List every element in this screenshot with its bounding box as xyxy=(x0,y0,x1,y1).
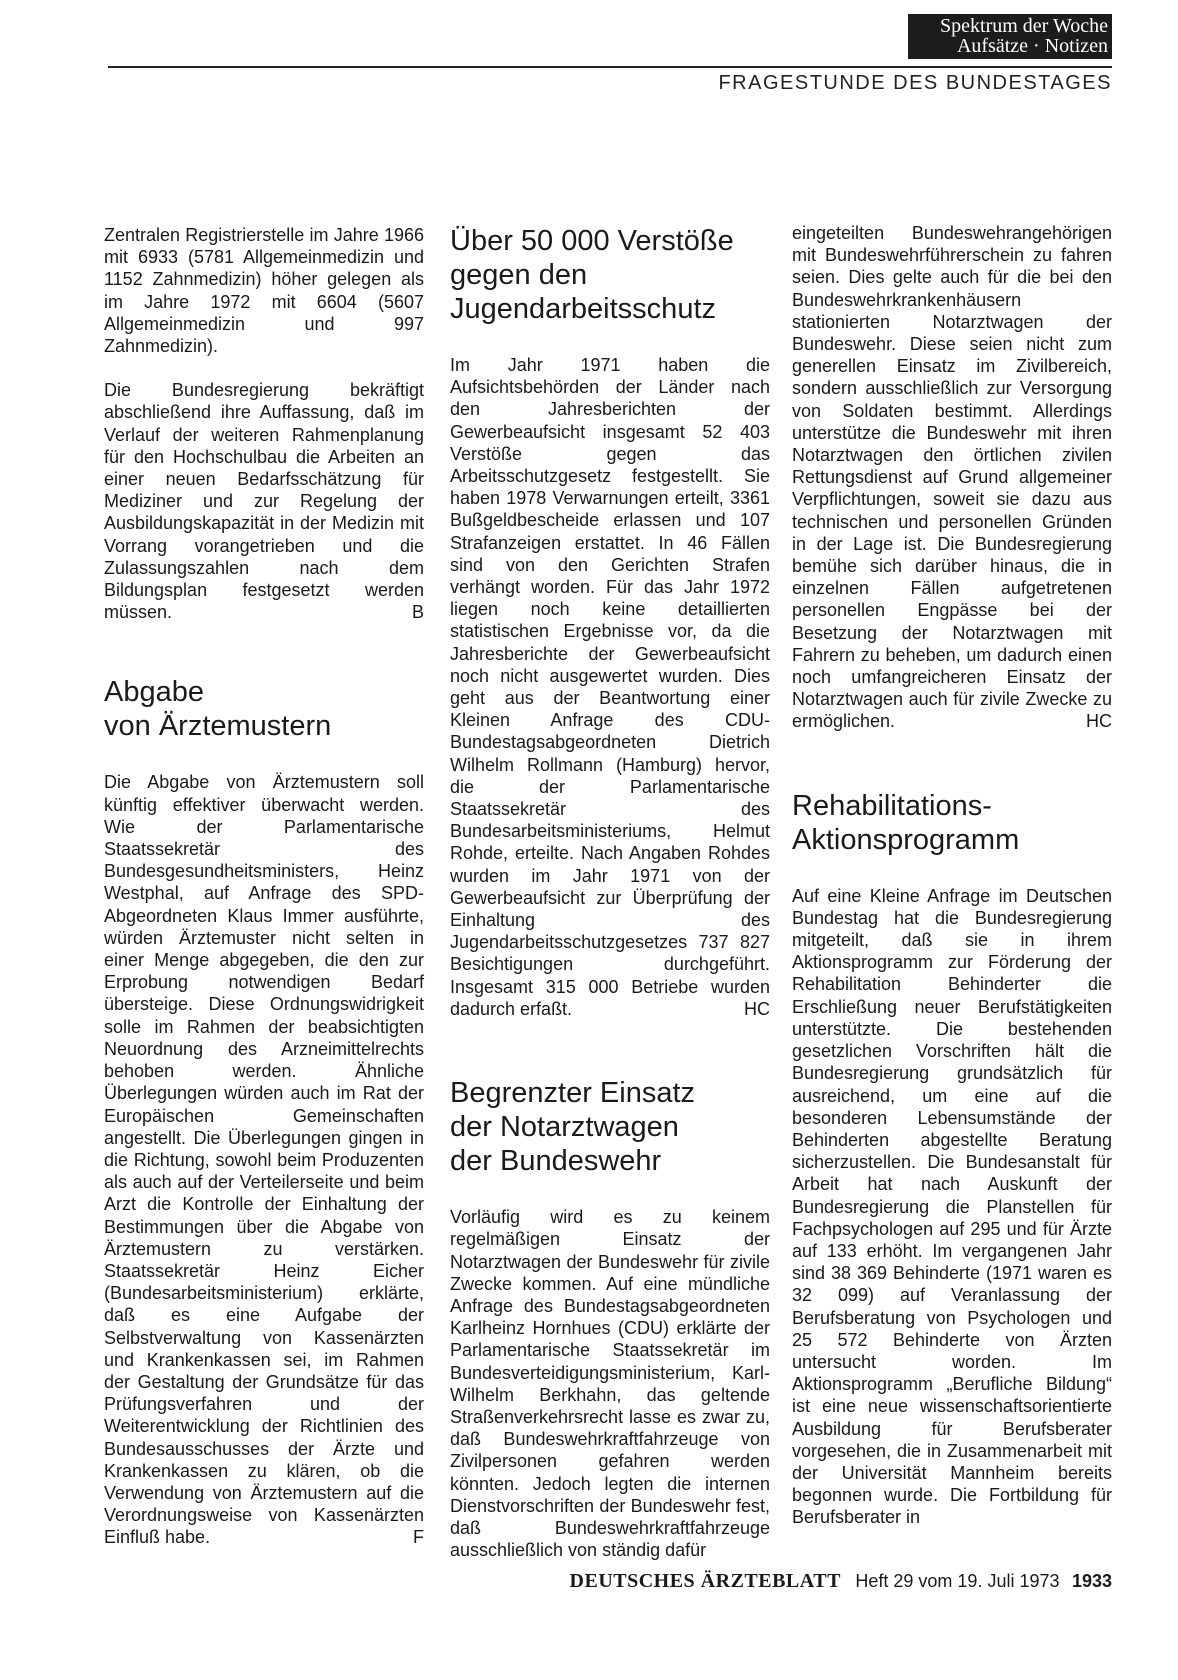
col1-paragraph-3-text: Die Abgabe von Ärztemustern soll künftig effektiver überwacht werden. Wie der Parlamentarische Staatssekretär des Bundesgesundheitsministers, Heinz Westphal, auf Anfrage des SPD-Abgeordneten Klaus Immer ausführte, würden Ärztemuster nicht selten in einer Menge abgegeben, die den zur Erprobung notwendigen Bedarf übersteige. Diese Ordnungswidrigkeit solle im Rahmen der beabsichtigten Neuordnung des Arzneimittelrechts behoben werden. Ähnliche Überlegungen würden auch im Rat der Europäischen Gemeinschaften angestellt. Die Überlegungen gingen in die Richtung, sowohl beim Produzenten als auch auf der Verteilerseite und beim Arzt die Kontrolle der Einhaltung der Bestimmungen über die Abgabe von Ärztemustern zu verstärken. Staatssekretär Heinz Eicher (Bundesarbeitsministerium) erklärte, daß es eine Aufgabe der Selbstverwaltung von Kassenärzten und Krankenkassen sei, im Rahmen der Gestaltung der Grundsätze für das Prüfungsverfahren und der Weiterentwicklung der Richtlinien des Bundesausschusses der Ärzte und Krankenkassen zu klären, ob die Verwendung von Ärztemustern auf die Verordnungsweise von Kassenärzten Einfluß habe. xyxy=(104,772,424,1548)
column-3 xyxy=(792,222,1112,1529)
badge-line-1: Spektrum der Woche xyxy=(940,15,1108,37)
author-sign: HC xyxy=(1086,711,1112,732)
page-footer xyxy=(498,1570,1112,1593)
heading-line: von Ärztemustern xyxy=(104,710,332,743)
col1-paragraph-3 xyxy=(104,771,424,1548)
heading-line: Aktionsprogramm xyxy=(792,823,1020,856)
badge-line-2: Aufsätze · Notizen xyxy=(956,35,1108,57)
heading-line: der Notarztwagen xyxy=(450,1111,679,1144)
author-sign: HC xyxy=(744,998,770,1019)
author-sign: B xyxy=(411,602,424,623)
author-sign: F xyxy=(413,1527,424,1548)
heading-line: Über 50 000 Verstöße xyxy=(450,225,734,257)
header-rule xyxy=(108,66,1112,68)
col1-paragraph-1: Zentralen Registrierstelle im Jahre 1966 mit 6933 (5781 Allgemeinmedizin und 1152 Zahnmedizin) höher gelegen als im Jahre 1972 mit 6604 (5607 Allgemeinmedizin und 997 Zahnmedizin). xyxy=(104,225,424,357)
col3-paragraph-2: Auf eine Kleine Anfrage im Deutschen Bundestag hat die Bundesregierung mitgeteilt, daß sie in ihrem Aktionsprogramm zur Förderung der Rehabilitation Behinderter die Erschließung neuer Berufstätigkeiten unterstützte. Die bestehenden gesetzlichen Vorschriften hält die Bundesregierung grundsätzlich für ausreichend, um eine auf die besonderen Lebensumstände der Behinderten abgestellte Beratung sicherzustellen. Die Bundesanstalt für Arbeit hat nach Auskunft der Bundesregierung die Planstellen für Fachpsychologen auf 295 und für Ärzte auf 133 erhöht. Im vergangenen Jahr sind 38 369 Behinderte (1971 waren es 32 099) auf Veranlassung der Berufsberatung von Psychologen und 25 572 Behinderte von Ärzten untersucht worden. Im Aktionsprogramm „Berufliche Bildung“ ist eine neue wissenschaftsorientierte Ausbildung für Berufsberater vorgesehen, die in Zusammenarbeit mit der Universität Mannheim bereits begonnen wurde. Die Fortbildung für Berufsberater in xyxy=(792,885,1112,1528)
issue-info: Heft 29 vom 19. Juli 1973 xyxy=(855,1571,1060,1591)
column-1 xyxy=(104,224,424,1549)
heading-line: gegen den xyxy=(450,259,588,291)
col2-paragraph-1 xyxy=(450,354,770,1020)
article-heading xyxy=(450,1076,770,1178)
heading-line: Jugendarbeitsschutz xyxy=(450,293,716,325)
col2-paragraph-1-text: Im Jahr 1971 haben die Aufsichtsbehörden der Länder nach den Jahresberichten der Gewerbeaufsicht insgesamt 52 403 Verstöße gegen das Arbeitsschutzgesetz festgestellt. Sie haben 1978 Verwarnungen erteilt, 3361 Bußgeldbescheide erlassen und 107 Strafanzeigen erstattet. In 46 Fällen sind von den Gerichten Strafen verhängt worden. Für das Jahr 1972 liegen noch keine detaillierten statistischen Ergebnisse vor, da die Jahresberichte der Gewerbeaufsicht noch nicht ausgewertet wurden. Dies geht aus der Beantwortung einer Kleinen Anfrage des CDU-Bundestagsabgeordneten Dietrich Wilhelm Rollmann (Hamburg) hervor, die der Parlamentarische Staatssekretär des Bundesarbeitsministeriums, Helmut Rohde, erteilte. Nach Angaben Rohdes wurden im Jahr 1971 von der Gewerbeaufsicht zur Überprüfung der Einhaltung des Jugendarbeitsschutzgesetzes 737 827 Besichtigungen durchgeführt. Insgesamt 315 000 Betriebe wurden dadurch erfaßt. xyxy=(450,355,770,1019)
col1-paragraph-2 xyxy=(104,379,424,623)
heading-line: Begrenzter Einsatz xyxy=(450,1077,696,1110)
col3-paragraph-1-text: eingeteilten Bundeswehrangehörigen mit Bundeswehrführerschein zu fahren seien. Dies gelte auch für die bei den Bundeswehrkrankenhäusern stationierten Notarztwagen der Bundeswehr. Diese seien nicht zum generellen Einsatz im Zivilbereich, sondern ausschließlich zur Versorgung von Soldaten bestimmt. Allerdings unterstütze die Bundeswehr mit ihren Notarztwagen den örtlichen zivilen Rettungsdienst auf Grund allgemeiner Verpflichtungen, soweit sie dazu aus technischen und personellen Gründen in der Lage ist. Die Bundesregierung bemühe sich darüber hinaus, die in einzelnen Fällen aufgetretenen personellen Engpässe bei der Besetzung der Notarztwagen mit Fahrern zu beheben, um dadurch einen noch umfangreicheren Einsatz der Notarztwagen auch für zivile Zwecke zu ermöglichen. xyxy=(792,223,1112,732)
col2-paragraph-2: Vorläufig wird es zu keinem regelmäßigen Einsatz der Notarztwagen der Bundeswehr für zivile Zwecke kommen. Auf eine mündliche Anfrage des Bundestagsabgeordneten Karlheinz Hornhues (CDU) erklärte der Parlamentarische Staatssekretär im Bundesverteidigungsministerium, Karl-Wilhelm Berkhahn, das geltende Straßenverkehrsrecht lasse es zwar zu, daß Bundeswehrkraftfahrzeuge von Zivilpersonen gefahren werden könnten. Jedoch legten die internen Dienstvorschriften der Bundeswehr fest, daß Bundeswehrkraftfahrzeuge ausschließlich von ständig dafür xyxy=(450,1207,770,1561)
section-badge xyxy=(908,14,1112,59)
column-2 xyxy=(450,224,770,1561)
col1-paragraph-2-text: Die Bundesregierung bekräftigt abschließend ihre Auffassung, daß im Verlauf der weiteren Rahmenplanung für den Hochschulbau die Arbeiten an einer neuen Bedarfsschätzung für Mediziner und zur Regelung der Ausbildungskapazität in der Medizin mit Vorrang vorangetrieben und die Zulassungszahlen nach dem Bildungsplan festgesetzt werden müssen. xyxy=(104,380,424,623)
journal-name: DEUTSCHES ÄRZTEBLATT xyxy=(569,1570,841,1592)
col3-paragraph-1 xyxy=(792,222,1112,733)
section-title: FRAGESTUNDE DES BUNDESTAGES xyxy=(718,72,1112,94)
heading-line: der Bundeswehr xyxy=(450,1145,662,1178)
article-heading xyxy=(450,224,770,326)
page-number: 1933 xyxy=(1071,1571,1112,1591)
heading-line: Abgabe xyxy=(104,676,204,709)
heading-line: Rehabilitations- xyxy=(792,789,992,822)
article-heading xyxy=(104,675,424,743)
article-heading xyxy=(792,789,1112,857)
